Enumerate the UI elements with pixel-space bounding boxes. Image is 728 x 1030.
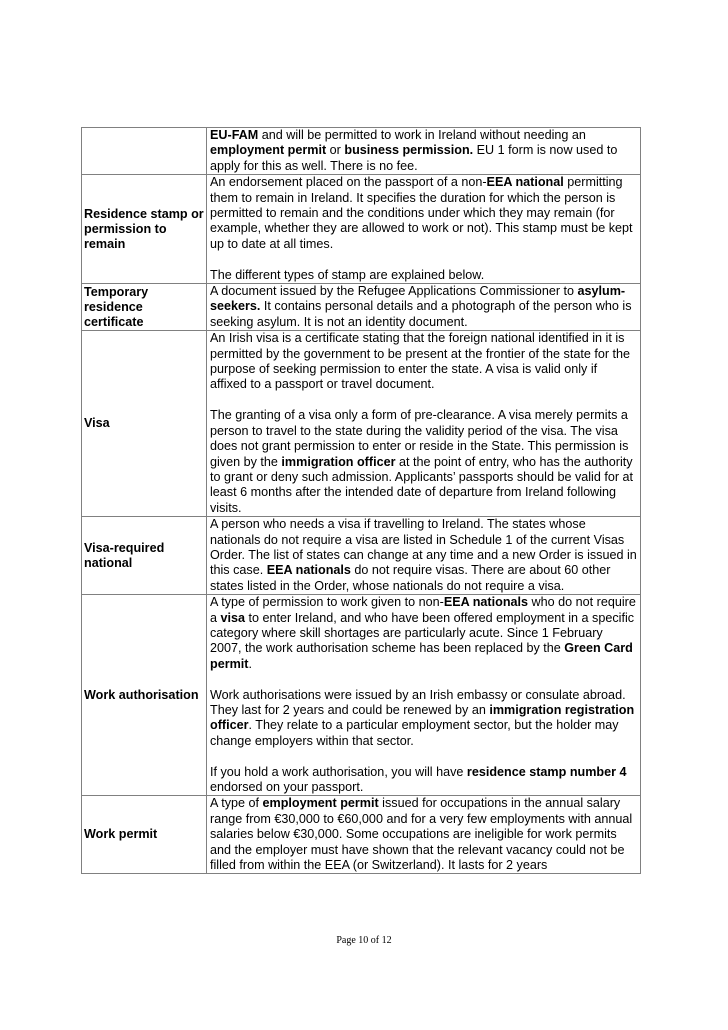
page-number: Page 10 of 12	[336, 935, 392, 946]
bold-term: employment permit	[262, 796, 379, 811]
text-run: permitting them to remain in Ireland. It specifies the duration for which the person is permitted to remain and the conditions under which they may remain (for example, whether they are allowed to work or not). This stamp must be kept up to date at all times.	[210, 175, 633, 251]
text-run: or	[326, 143, 345, 158]
bold-term: immigration officer	[281, 454, 396, 469]
bold-term: employment permit	[210, 143, 327, 158]
bold-term: Green Card permit	[210, 641, 633, 671]
text-run: endorsed on your passport.	[210, 780, 364, 794]
text-run: do not require visas. There are about 60 other states listed in the Order, whose nationals do not require a visa.	[210, 563, 611, 593]
bold-term: EU-FAM	[210, 128, 259, 142]
table-row	[82, 796, 641, 874]
table-row	[82, 517, 641, 595]
text-run: An endorsement placed on the passport of a non-	[210, 175, 487, 190]
term-cell: Work authorisation	[82, 595, 207, 795]
definition-paragraph	[210, 517, 637, 594]
text-run: .	[248, 656, 252, 671]
text-run: The granting of a visa only a form of pre-clearance. A visa merely permits a person to travel to the state during the validity period of the visa. The visa does not grant permission to enter or reside in the State. This permission is given by the	[210, 408, 629, 469]
definition-paragraph	[210, 128, 637, 174]
definition-paragraph	[210, 331, 637, 393]
definition-cell	[207, 284, 641, 330]
text-run: It contains personal details and a photograph of the person who is seeking asylum. It is not an identity document.	[210, 299, 632, 329]
term-cell: Visa	[82, 331, 207, 516]
glossary-table	[81, 127, 641, 874]
table-row	[82, 595, 641, 796]
table-row	[82, 331, 641, 517]
definition-cell	[207, 796, 641, 873]
definition-paragraph	[210, 796, 637, 873]
bold-term: immigration registration officer	[210, 702, 635, 733]
text-run: A type of permission to work given to non-	[210, 595, 444, 610]
definition-paragraph	[210, 408, 637, 516]
bold-term: EEA nationals	[443, 595, 529, 610]
table-row	[82, 128, 641, 175]
text-run: The different types of stamp are explained below.	[210, 267, 485, 282]
definition-paragraph	[210, 175, 637, 252]
text-run: to enter Ireland, and who have been offered employment in a specific category where skill shortages are particularly acute. Since 1 February 2007, the work authorisation scheme has been replaced by the	[210, 610, 635, 656]
definition-paragraph	[210, 284, 637, 330]
definition-cell	[207, 175, 641, 283]
text-run: A document issued by the Refugee Applications Commissioner to	[210, 284, 578, 299]
definition-cell	[207, 595, 641, 795]
term-cell: Residence stamp or permission to remain	[82, 175, 207, 283]
term-cell: Work permit	[82, 796, 207, 873]
bold-term: asylum-seekers.	[210, 284, 626, 314]
text-run: at the point of entry, who has the authority to grant or deny such admission. Applicants’ passports should be valid for at least 6 months after the intended date of departure from Ireland following visits.	[210, 454, 634, 515]
text-run: If you hold a work authorisation, you will have	[210, 764, 467, 779]
definition-cell	[207, 517, 641, 594]
bold-term: visa	[220, 610, 246, 625]
text-run: A person who needs a visa if travelling to Ireland. The states whose nationals do not require a visa are listed in Schedule 1 of the current Visas Order. The list of states can change at any time and a new Order is issued in this case.	[210, 517, 637, 578]
term-cell: Visa-required national	[82, 517, 207, 594]
bold-term: EEA nationals	[266, 563, 351, 578]
bold-term: business permission.	[344, 143, 474, 158]
definition-cell	[207, 128, 641, 174]
definition-paragraph	[210, 595, 637, 672]
table-row	[82, 284, 641, 331]
definition-cell	[207, 331, 641, 516]
text-run: issued for occupations in the annual salary range from €30,000 to €60,000 and for a very few employments with annual salaries below €30,000. Some occupations are ineligible for work permits and the employer must have shown that the relevant vacancy could not be filled from within the EEA (or Switzerland). It lasts for 2 years	[210, 796, 633, 873]
definition-paragraph	[210, 688, 637, 750]
term-cell: Temporary residence certificate	[82, 284, 207, 330]
bold-term: EEA national	[486, 175, 564, 190]
text-run: . They relate to a particular employment sector, but the holder may change employers within that sector.	[210, 718, 619, 748]
definition-paragraph	[210, 765, 637, 796]
table-row	[82, 175, 641, 284]
term-cell	[82, 128, 207, 174]
text-run: An Irish visa is a certificate stating that the foreign national identified in it is permitted by the government to be present at the frontier of the state for the purpose of seeking permission to enter the state. A visa is valid only if affixed to a passport or travel document.	[210, 331, 631, 392]
text-run: Work authorisations were issued by an Irish embassy or consulate abroad. They last for 2 years and could be renewed by an	[210, 687, 626, 717]
text-run: A type of	[210, 796, 263, 811]
text-run: who do not require a	[210, 595, 636, 625]
text-run: EU 1 form is now used to apply for this as well. There is no fee.	[210, 143, 618, 173]
text-run: and will be permitted to work in Ireland without needing an	[258, 128, 586, 142]
bold-term: residence stamp number 4	[466, 764, 627, 779]
definition-paragraph	[210, 268, 637, 283]
